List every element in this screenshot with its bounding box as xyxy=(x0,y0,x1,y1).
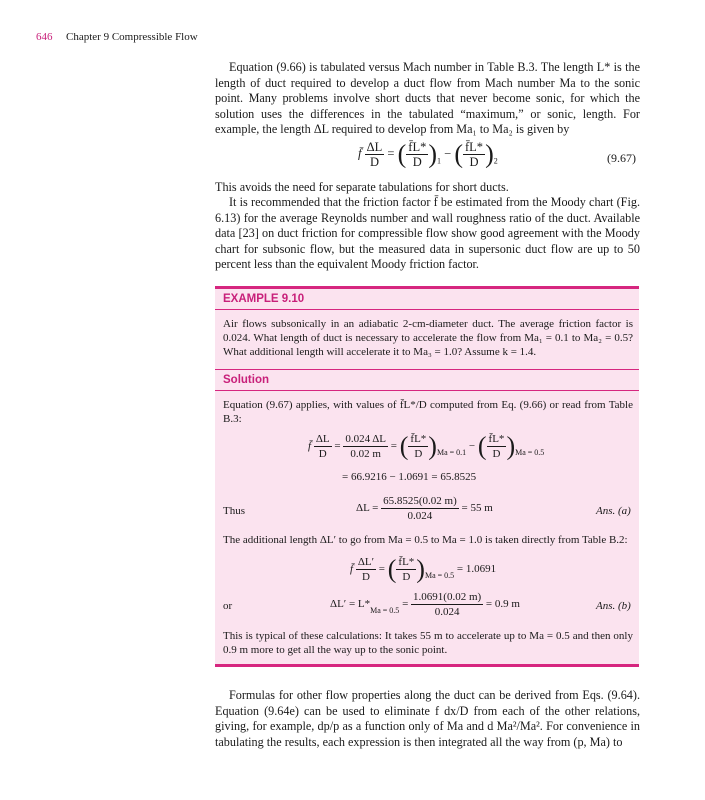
thus-label: Thus xyxy=(223,505,245,517)
answer-b: Ans. (b) xyxy=(596,600,631,612)
chapter-title: Chapter 9 Compressible Flow xyxy=(66,31,198,43)
paragraph-friction-text: It is recommended that the friction factor f̄ be estimated from the Moody chart (Fig. 6.13) for the average Reynolds number and wall roughness ratio of the duct. Available data [23] on duct friction for compressible flow show good agreement with the Moody chart for subsonic flow, but the measured data in supersonic duct flow are up to 50 percent less than the equivalent Moody friction factor. xyxy=(215,195,640,271)
equation-number: (9.67) xyxy=(607,151,636,165)
solution-title-rule xyxy=(215,390,639,391)
equation-9-67: f̄ $\frac{\Delta L}{D}$ = ( $\frac{f̄L*}{D}$ )$_1$ − ( $\frac{f̄L*}{D}$ )$_2$ xyxy=(358,139,498,169)
or-label: or xyxy=(223,600,233,612)
example-title: EXAMPLE 9.10 xyxy=(223,293,305,305)
solution-equation-a: f̄ $\frac{\Delta L}{D}$ = $\frac{0.024 \Delta L}{0.02 m}$ = ( $\frac{f̄L*}{D}$ )$_{Ma = 0.1}$ − ( $\frac{f̄L*}{D}$ )$_{Ma = 0.5}$ xyxy=(308,431,545,461)
solution-equation-d: $\Delta L' = L*_{Ma = 0.5}$ = $\frac{1.0691(0.02 m)}{0.024}$ = 0.9 m xyxy=(330,591,520,618)
page-number: 646 xyxy=(36,31,53,43)
paragraph-intro-text: Equation (9.66) is tabulated versus Mach number in Table B.3. The length L* is the length of duct required to develop a duct flow from Mach number Ma to the sonic point. Many problems involve short ducts that never become sonic, for which the solution uses the differences in the tabulated “maximum,” or sonic, length. For example, the length ΔL required to develop from Ma₁ to Ma₂ is given by xyxy=(215,60,640,136)
example-top-rule xyxy=(215,286,639,289)
paragraph-formulas-text: Formulas for other flow properties along the duct can be derived from Eqs. (9.64). Equation (9.64e) can be used to eliminate f dx/D from each of the other relations, giving, for example, dp/p as a function only of Ma and d Ma²/Ma². For convenience in tabulating the results, each expression is then integrated all the way from (p, Ma) to xyxy=(215,688,640,749)
solution-equation-a-result: = 66.9216 − 1.0691 = 65.8525 xyxy=(342,471,477,483)
example-title-rule xyxy=(215,309,639,310)
paragraph-formulas xyxy=(215,688,640,750)
solution-equation-b: ΔL = $\frac{65.8525(0.02 m)}{0.024}$ = 55 m xyxy=(356,495,493,522)
paragraph-short-ducts: This avoids the need for separate tabulations for short ducts. xyxy=(215,180,509,194)
eq-lhs-fraction: $\frac{\Delta L}{D}$ xyxy=(366,140,383,169)
example-bottom-rule xyxy=(215,664,639,667)
solution-equation-c: f̄ $\frac{\Delta L'}{D}$ = ( $\frac{f̄L*}{D}$ )$_{Ma = 0.5} = 1.0691$ xyxy=(350,554,497,584)
solution-top-rule xyxy=(215,369,639,370)
example-problem: Air flows subsonically in an adiabatic 2-cm-diameter duct. The average friction factor is 0.024. What length of duct is necessary to accelerate the flow from Ma₁ = 0.1 to Ma₂ = 0.5? What additional length will accelerate it to Ma₃ = 1.0? Assume k = 1.4. xyxy=(223,318,633,358)
solution-title: Solution xyxy=(223,374,269,386)
example-conclusion: This is typical of these calculations: It takes 55 m to accelerate up to Ma = 0.5 and then only 0.9 m more to get all the way up to the sonic point. xyxy=(223,630,633,656)
answer-a: Ans. (a) xyxy=(596,505,631,517)
paragraph-intro xyxy=(215,60,640,138)
f-bar: f̄ xyxy=(358,146,362,161)
paragraph-friction xyxy=(215,195,640,273)
solution-intro: Equation (9.67) applies, with values of f̄L*/D computed from Eq. (9.66) or read from Table B.3: xyxy=(223,399,633,425)
additional-length-text: The additional length ΔL′ to go from Ma = 0.5 to Ma = 1.0 is taken directly from Table B.2: xyxy=(223,534,628,546)
